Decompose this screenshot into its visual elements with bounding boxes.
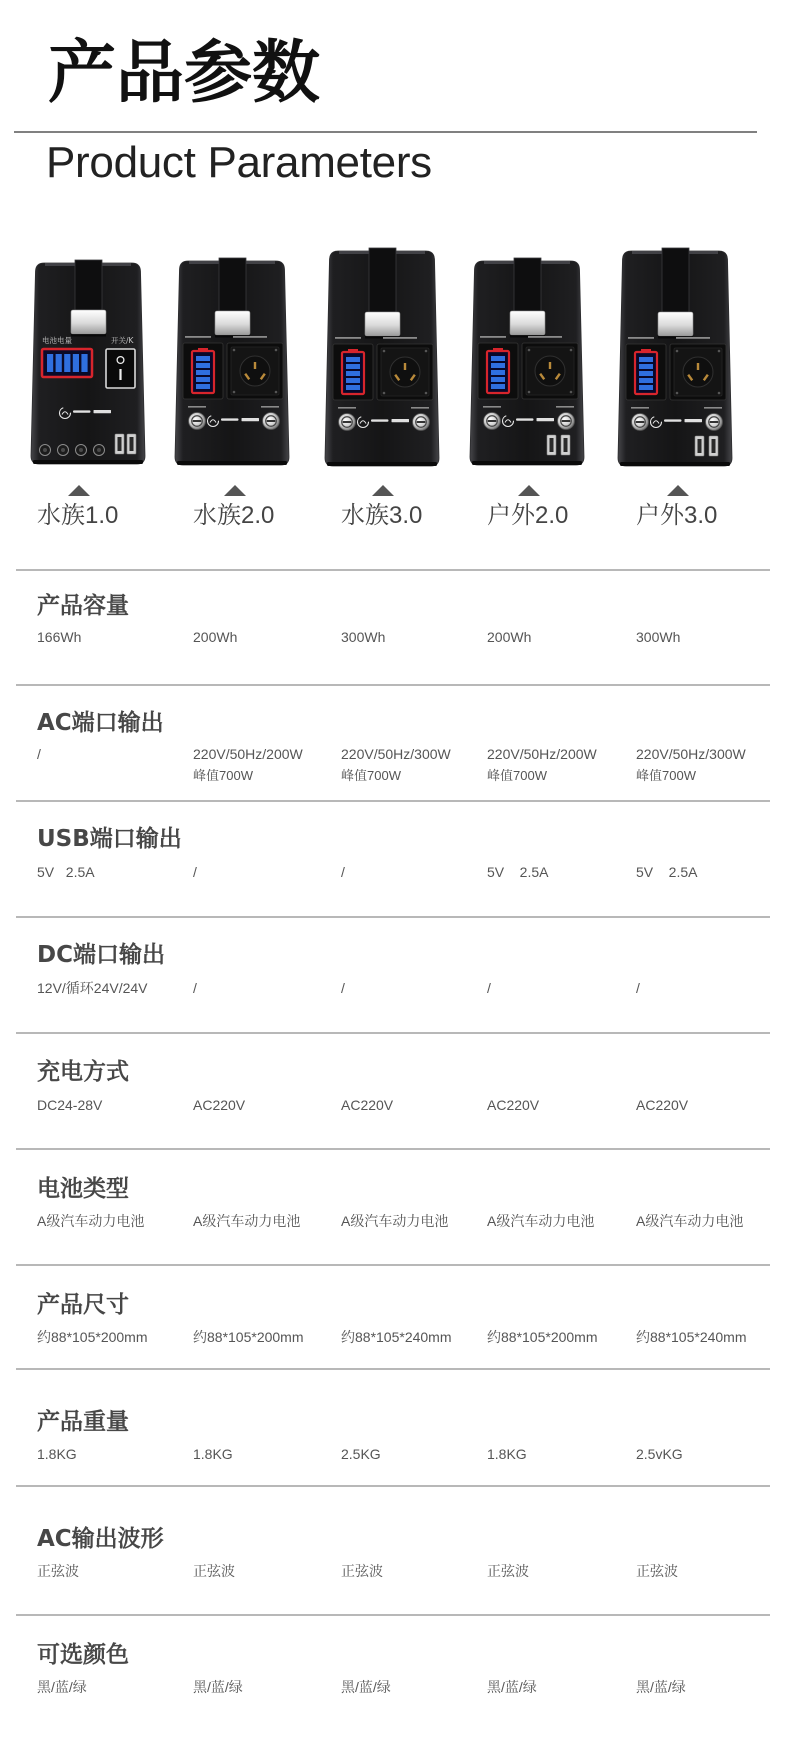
spec-value-line: / bbox=[341, 979, 345, 996]
socket-screw bbox=[528, 391, 531, 394]
spec-value-line: 5V 2.5A bbox=[37, 863, 95, 880]
spec-value-weight bbox=[487, 1444, 527, 1465]
power-switch bbox=[106, 349, 135, 388]
spec-label-battery-type: 电池类型 bbox=[37, 1176, 129, 1202]
socket-screw bbox=[676, 350, 679, 353]
row-divider bbox=[16, 1148, 770, 1150]
spec-value-line: 黑/蓝/绿 bbox=[193, 1678, 243, 1695]
dc-port-pin bbox=[61, 448, 65, 452]
device-base bbox=[472, 461, 582, 465]
knob-grip bbox=[267, 420, 276, 422]
panel-label-mark bbox=[185, 336, 211, 338]
brand-logo-mark bbox=[685, 419, 702, 422]
spec-value-ac-output bbox=[341, 744, 451, 786]
battery-bar bbox=[47, 354, 53, 372]
outlet-slot bbox=[404, 363, 406, 370]
spec-value-line: 12V/循环24V/24V bbox=[37, 979, 148, 996]
spec-value-dimensions bbox=[193, 1327, 304, 1348]
spec-value-ac-waveform bbox=[487, 1561, 529, 1582]
handle-grip bbox=[215, 311, 250, 335]
spec-value-capacity bbox=[487, 627, 531, 648]
spec-value-line: 1.8KG bbox=[193, 1445, 233, 1462]
spec-value-color-options bbox=[193, 1677, 243, 1698]
spec-value-battery-type bbox=[341, 1211, 448, 1232]
spec-value-charging-method bbox=[193, 1095, 245, 1116]
spec-value-dc-output bbox=[193, 978, 197, 999]
pointer-triangle-icon bbox=[667, 485, 689, 496]
product-name: 水族2.0 bbox=[193, 502, 275, 529]
spec-value-usb-output bbox=[37, 862, 95, 883]
spec-value-line: 1.8KG bbox=[37, 1445, 77, 1462]
spec-value-battery-type bbox=[193, 1211, 300, 1232]
knob-label-mark bbox=[338, 407, 356, 409]
spec-value-ac-waveform bbox=[341, 1561, 383, 1582]
handle-strap bbox=[662, 248, 689, 312]
brand-logo-mark bbox=[664, 419, 681, 421]
usb-port-slot bbox=[118, 437, 122, 451]
product-image-1 bbox=[31, 260, 145, 464]
spec-value-line: 峰值700W bbox=[341, 767, 401, 783]
spec-value-line: 300Wh bbox=[341, 628, 386, 645]
spec-value-line: 220V/50Hz/300W bbox=[341, 745, 451, 762]
battery-bar bbox=[64, 354, 70, 372]
handle-grip bbox=[510, 311, 545, 335]
spec-value-line: AC220V bbox=[636, 1096, 689, 1113]
spec-label-color-options: 可选颜色 bbox=[37, 1642, 129, 1668]
brand-logo-mark bbox=[371, 419, 388, 421]
spec-value-color-options bbox=[37, 1677, 87, 1698]
row-divider bbox=[16, 1485, 770, 1487]
brand-logo-mark bbox=[537, 418, 554, 421]
panel-label-mark bbox=[528, 336, 562, 338]
spec-value-line: 黑/蓝/绿 bbox=[636, 1678, 686, 1695]
battery-bar bbox=[491, 363, 505, 368]
battery-bar bbox=[491, 377, 505, 382]
battery-level-label: 电池电量 bbox=[42, 336, 72, 345]
socket-screw bbox=[528, 349, 531, 352]
spec-value-line: 正弦波 bbox=[487, 1562, 529, 1579]
product-images bbox=[0, 240, 790, 502]
spec-value-ac-output bbox=[636, 744, 746, 786]
spec-value-dc-output bbox=[341, 978, 345, 999]
spec-value-ac-waveform bbox=[636, 1561, 678, 1582]
spec-value-line: 正弦波 bbox=[193, 1562, 235, 1579]
knob-label-mark bbox=[556, 406, 574, 408]
spec-label-usb-output: USB端口输出 bbox=[37, 826, 182, 852]
spec-value-line: 2.5vKG bbox=[636, 1445, 683, 1462]
socket-screw bbox=[275, 391, 278, 394]
knob-label-mark bbox=[188, 406, 206, 408]
spec-value-usb-output bbox=[193, 862, 197, 883]
socket-screw bbox=[383, 350, 386, 353]
socket-screw bbox=[275, 349, 278, 352]
spec-value-usb-output bbox=[636, 862, 697, 883]
battery-bar bbox=[196, 363, 210, 368]
outlet-slot bbox=[697, 363, 699, 370]
row-divider bbox=[16, 916, 770, 918]
spec-value-usb-output bbox=[341, 862, 345, 883]
ac-outlet bbox=[390, 357, 420, 387]
spec-value-line: 5V 2.5A bbox=[487, 863, 549, 880]
spec-value-line: 正弦波 bbox=[37, 1562, 79, 1579]
spec-value-line: 正弦波 bbox=[341, 1562, 383, 1579]
spec-value-dimensions bbox=[487, 1327, 598, 1348]
spec-value-color-options bbox=[487, 1677, 537, 1698]
spec-value-line: 166Wh bbox=[37, 628, 82, 645]
spec-value-ac-waveform bbox=[37, 1561, 79, 1582]
product-image-4 bbox=[470, 258, 584, 465]
spec-value-capacity bbox=[193, 627, 237, 648]
ac-outlet bbox=[535, 356, 565, 386]
spec-value-line: / bbox=[487, 979, 491, 996]
spec-value-charging-method bbox=[341, 1095, 393, 1116]
spec-value-dc-output bbox=[37, 978, 148, 999]
battery-bar bbox=[81, 354, 87, 372]
product-image-3 bbox=[325, 248, 439, 466]
row-divider bbox=[16, 684, 770, 686]
product-name: 户外3.0 bbox=[636, 502, 718, 529]
battery-bar bbox=[639, 371, 653, 376]
spec-label-ac-output: AC端口输出 bbox=[37, 710, 164, 736]
spec-label-dimensions: 产品尺寸 bbox=[37, 1292, 129, 1318]
page-subtitle: Product Parameters bbox=[46, 138, 432, 187]
battery-bar bbox=[639, 378, 653, 383]
product-image-5 bbox=[618, 248, 732, 466]
row-divider bbox=[16, 1264, 770, 1266]
battery-bar bbox=[196, 377, 210, 382]
spec-value-line: 峰值700W bbox=[193, 767, 253, 783]
pointer-triangle-icon bbox=[224, 485, 246, 496]
socket-screw bbox=[570, 391, 573, 394]
brand-logo-mark bbox=[516, 418, 533, 420]
device-base bbox=[177, 461, 287, 465]
spec-value-charging-method bbox=[37, 1095, 102, 1116]
spec-value-line: A级汽车动力电池 bbox=[37, 1212, 145, 1229]
spec-label-charging-method: 充电方式 bbox=[37, 1059, 129, 1085]
knob-label-mark bbox=[411, 407, 429, 409]
usb-port-slot bbox=[698, 439, 702, 453]
panel-label-mark bbox=[480, 336, 506, 338]
spec-value-weight bbox=[37, 1444, 77, 1465]
panel-label-mark bbox=[628, 337, 654, 339]
battery-bar bbox=[491, 384, 505, 389]
product-name: 水族1.0 bbox=[37, 502, 119, 529]
spec-value-weight bbox=[636, 1444, 683, 1465]
handle-strap bbox=[514, 258, 541, 311]
device-base bbox=[620, 462, 730, 466]
spec-value-dimensions bbox=[37, 1327, 148, 1348]
row-divider bbox=[16, 1368, 770, 1370]
knob-grip bbox=[562, 420, 571, 422]
spec-value-battery-type bbox=[636, 1211, 743, 1232]
spec-value-line: 220V/50Hz/200W bbox=[487, 745, 597, 762]
spec-value-ac-output bbox=[193, 744, 303, 786]
spec-value-line: 黑/蓝/绿 bbox=[487, 1678, 537, 1695]
spec-value-ac-waveform bbox=[193, 1561, 235, 1582]
spec-value-line: AC220V bbox=[341, 1096, 394, 1113]
socket-screw bbox=[718, 350, 721, 353]
handle-strap bbox=[219, 258, 246, 311]
usb-port-slot bbox=[130, 437, 134, 451]
product-name: 水族3.0 bbox=[341, 502, 423, 529]
product-name: 户外2.0 bbox=[487, 502, 569, 529]
usb-port-slot bbox=[550, 438, 554, 452]
spec-label-weight: 产品重量 bbox=[37, 1409, 129, 1435]
socket-screw bbox=[570, 349, 573, 352]
row-divider bbox=[16, 1614, 770, 1616]
knob-label-mark bbox=[631, 407, 649, 409]
ac-outlet bbox=[683, 357, 713, 387]
pointer-triangle-icon bbox=[68, 485, 90, 496]
spec-value-line: A级汽车动力电池 bbox=[341, 1212, 449, 1229]
spec-value-usb-output bbox=[487, 862, 548, 883]
spec-value-line: 220V/50Hz/300W bbox=[636, 745, 746, 762]
row-divider bbox=[16, 569, 770, 571]
spec-value-battery-type bbox=[487, 1211, 594, 1232]
spec-value-ac-output bbox=[37, 744, 41, 765]
spec-value-capacity bbox=[341, 627, 385, 648]
pointer-triangle-icon bbox=[518, 485, 540, 496]
handle-shadow bbox=[71, 334, 106, 337]
panel-label-mark bbox=[335, 337, 361, 339]
spec-value-line: 约88*105*200mm bbox=[487, 1328, 598, 1345]
spec-value-color-options bbox=[341, 1677, 391, 1698]
battery-bar bbox=[346, 385, 360, 390]
socket-screw bbox=[425, 350, 428, 353]
spec-value-dimensions bbox=[636, 1327, 747, 1348]
battery-bar bbox=[346, 364, 360, 369]
socket-screw bbox=[676, 392, 679, 395]
spec-value-line: 200Wh bbox=[193, 628, 238, 645]
spec-value-line: 约88*105*240mm bbox=[341, 1328, 452, 1345]
knob-label-mark bbox=[483, 406, 501, 408]
spec-value-line: A级汽车动力电池 bbox=[193, 1212, 301, 1229]
spec-value-line: A级汽车动力电池 bbox=[487, 1212, 595, 1229]
spec-value-line: DC24-28V bbox=[37, 1096, 103, 1113]
spec-value-weight bbox=[341, 1444, 381, 1465]
pointer-triangle-icon bbox=[372, 485, 394, 496]
title-divider bbox=[14, 131, 757, 133]
page-title: 产品参数 bbox=[48, 34, 321, 113]
panel-label-mark bbox=[676, 337, 710, 339]
handle-grip bbox=[71, 310, 106, 334]
battery-bar bbox=[491, 356, 505, 361]
usb-port-slot bbox=[564, 438, 568, 452]
battery-bar bbox=[196, 370, 210, 375]
spec-value-line: 黑/蓝/绿 bbox=[341, 1678, 391, 1695]
spec-value-dc-output bbox=[487, 978, 491, 999]
spec-value-line: / bbox=[193, 979, 197, 996]
product-image-2 bbox=[175, 258, 289, 465]
knob-grip bbox=[488, 420, 497, 422]
handle-strap bbox=[75, 260, 102, 310]
spec-value-line: / bbox=[193, 863, 197, 880]
knob-grip bbox=[343, 421, 352, 423]
battery-bar bbox=[196, 384, 210, 389]
spec-value-line: 约88*105*240mm bbox=[636, 1328, 747, 1345]
brand-logo-mark bbox=[221, 418, 238, 420]
knob-grip bbox=[417, 421, 426, 423]
spec-value-line: 200Wh bbox=[487, 628, 532, 645]
spec-value-charging-method bbox=[636, 1095, 688, 1116]
battery-bar bbox=[196, 356, 210, 361]
battery-bar bbox=[491, 370, 505, 375]
brand-logo-mark bbox=[392, 419, 409, 422]
knob-grip bbox=[710, 421, 719, 423]
knob-label-mark bbox=[704, 407, 722, 409]
brand-logo-mark bbox=[94, 410, 111, 413]
battery-bar bbox=[73, 354, 79, 372]
spec-value-battery-type bbox=[37, 1211, 144, 1232]
spec-value-line: 220V/50Hz/200W bbox=[193, 745, 303, 762]
battery-bar bbox=[639, 357, 653, 362]
spec-value-line: / bbox=[341, 863, 345, 880]
battery-bar bbox=[639, 364, 653, 369]
spec-value-color-options bbox=[636, 1677, 686, 1698]
spec-value-line: 约88*105*200mm bbox=[37, 1328, 148, 1345]
battery-bar bbox=[346, 371, 360, 376]
battery-bar bbox=[639, 385, 653, 390]
socket-screw bbox=[233, 391, 236, 394]
ac-outlet bbox=[240, 356, 270, 386]
spec-value-charging-method bbox=[487, 1095, 539, 1116]
knob-label-mark bbox=[261, 406, 279, 408]
spec-value-line: / bbox=[37, 745, 41, 762]
socket-screw bbox=[425, 392, 428, 395]
spec-value-line: A级汽车动力电池 bbox=[636, 1212, 744, 1229]
battery-bar bbox=[56, 354, 62, 372]
knob-grip bbox=[636, 421, 645, 423]
spec-value-line: 黑/蓝/绿 bbox=[37, 1678, 87, 1695]
dc-port-pin bbox=[79, 448, 83, 452]
spec-label-ac-waveform: AC输出波形 bbox=[37, 1526, 164, 1552]
spec-value-line: AC220V bbox=[193, 1096, 246, 1113]
spec-value-capacity bbox=[636, 627, 680, 648]
handle-grip bbox=[658, 312, 693, 336]
outlet-slot bbox=[254, 362, 256, 369]
spec-value-line: 300Wh bbox=[636, 628, 681, 645]
handle-grip bbox=[365, 312, 400, 336]
outlet-slot bbox=[549, 362, 551, 369]
knob-grip bbox=[193, 420, 202, 422]
spec-value-line: / bbox=[636, 979, 640, 996]
spec-value-dc-output bbox=[636, 978, 640, 999]
usb-port-slot bbox=[712, 439, 716, 453]
switch-label: 开关/K bbox=[111, 336, 134, 345]
spec-value-line: 峰值700W bbox=[636, 767, 696, 783]
spec-value-line: 峰值700W bbox=[487, 767, 547, 783]
socket-screw bbox=[233, 349, 236, 352]
row-divider bbox=[16, 800, 770, 802]
spec-value-ac-output bbox=[487, 744, 597, 786]
panel-label-mark bbox=[383, 337, 417, 339]
spec-value-line: 约88*105*200mm bbox=[193, 1328, 304, 1345]
spec-value-line: 1.8KG bbox=[487, 1445, 527, 1462]
spec-label-capacity: 产品容量 bbox=[37, 593, 129, 619]
device-base bbox=[33, 460, 143, 464]
dc-port-pin bbox=[43, 448, 47, 452]
brand-logo-mark bbox=[242, 418, 259, 421]
handle-strap bbox=[369, 248, 396, 312]
spec-value-line: 2.5KG bbox=[341, 1445, 381, 1462]
spec-value-line: AC220V bbox=[487, 1096, 540, 1113]
socket-screw bbox=[718, 392, 721, 395]
battery-bar bbox=[346, 378, 360, 383]
spec-value-dimensions bbox=[341, 1327, 452, 1348]
switch-on-symbol bbox=[119, 369, 121, 380]
battery-bar bbox=[346, 357, 360, 362]
spec-value-capacity bbox=[37, 627, 81, 648]
device-base bbox=[327, 462, 437, 466]
spec-value-line: 5V 2.5A bbox=[636, 863, 698, 880]
spec-label-dc-output: DC端口输出 bbox=[37, 942, 165, 968]
spec-value-line: 正弦波 bbox=[636, 1562, 678, 1579]
dc-port-pin bbox=[97, 448, 101, 452]
row-divider bbox=[16, 1032, 770, 1034]
socket-screw bbox=[383, 392, 386, 395]
spec-value-weight bbox=[193, 1444, 233, 1465]
brand-logo-mark bbox=[73, 410, 90, 412]
panel-label-mark bbox=[233, 336, 267, 338]
